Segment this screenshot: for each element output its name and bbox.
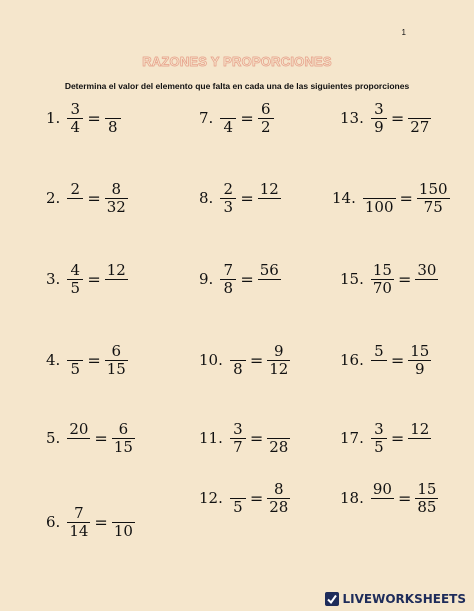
denominator: 12	[269, 360, 289, 378]
problem-number: 11.	[199, 429, 223, 447]
denominator: 28	[269, 438, 289, 456]
right-fraction	[258, 101, 274, 136]
problem-7	[199, 101, 274, 136]
numerator	[226, 101, 230, 118]
numerator: 56	[259, 261, 279, 279]
equals-sign: =	[240, 108, 254, 128]
denominator: 5	[374, 438, 384, 456]
worksheet-title: RAZONES Y PROPORCIONES	[142, 54, 332, 69]
numerator	[418, 101, 422, 118]
left-fraction	[230, 343, 246, 378]
left-fraction	[371, 421, 387, 456]
problem-16	[340, 343, 431, 378]
equals-sign: =	[87, 350, 101, 370]
numerator	[377, 181, 381, 198]
problem-14	[332, 181, 450, 216]
denominator	[77, 439, 81, 456]
left-fraction	[371, 262, 394, 297]
denominator: 8	[233, 360, 243, 378]
numerator: 9	[274, 342, 284, 360]
numerator: 150	[418, 180, 448, 198]
equals-sign: =	[397, 269, 412, 289]
problem-12	[199, 481, 290, 516]
denominator: 85	[417, 498, 437, 516]
problem-number: 9.	[199, 270, 214, 288]
left-fraction	[220, 181, 236, 216]
denominator: 70	[372, 279, 392, 297]
right-fraction	[408, 421, 431, 456]
problem-5	[46, 421, 135, 456]
numerator	[121, 505, 125, 522]
denominator: 5	[233, 498, 243, 516]
problem-6	[46, 505, 135, 540]
right-fraction	[112, 505, 135, 540]
right-fraction	[258, 181, 281, 216]
problem-2	[46, 181, 128, 216]
left-fraction	[67, 343, 83, 378]
problem-number: 14.	[332, 189, 356, 207]
left-fraction	[371, 343, 387, 378]
denominator	[425, 280, 429, 297]
right-fraction	[105, 101, 121, 136]
denominator: 28	[269, 498, 289, 516]
denominator: 100	[364, 198, 394, 216]
denominator: 5	[70, 360, 81, 378]
equals-sign: =	[87, 108, 101, 128]
numerator: 15	[417, 480, 437, 498]
denominator: 2	[260, 118, 271, 136]
right-fraction	[267, 481, 290, 516]
equals-sign: =	[397, 488, 412, 508]
problem-number: 12.	[199, 489, 223, 507]
numerator: 2	[70, 180, 81, 198]
equals-sign: =	[87, 188, 101, 208]
right-fraction	[408, 343, 431, 378]
numerator	[236, 481, 240, 498]
instructions: Determina el valor del elemento que falta en cada una de las siguientes proporciones	[64, 81, 410, 91]
equals-sign: =	[249, 350, 264, 370]
numerator	[277, 421, 281, 438]
numerator: 12	[106, 261, 126, 279]
equals-sign: =	[399, 188, 413, 208]
denominator: 27	[410, 118, 430, 136]
numerator: 3	[374, 420, 384, 438]
left-fraction	[67, 421, 90, 456]
numerator: 6	[260, 100, 271, 118]
right-fraction	[417, 181, 450, 216]
left-fraction	[230, 421, 246, 456]
equals-sign: =	[249, 488, 264, 508]
denominator: 14	[69, 522, 89, 540]
denominator	[418, 439, 422, 456]
denominator: 5	[70, 279, 81, 297]
denominator	[267, 199, 271, 216]
numerator: 8	[111, 180, 122, 198]
numerator: 3	[233, 420, 243, 438]
denominator	[377, 361, 381, 378]
denominator: 9	[415, 360, 425, 378]
equals-sign: =	[240, 269, 254, 289]
denominator	[73, 199, 77, 216]
equals-sign: =	[94, 428, 108, 448]
brand-label: LIVEWORKSHEETS	[342, 592, 466, 606]
right-fraction	[415, 262, 438, 297]
problem-17	[340, 421, 431, 456]
numerator: 7	[223, 261, 234, 279]
equals-sign: =	[390, 108, 405, 128]
problem-18	[340, 481, 438, 516]
denominator: 32	[106, 198, 126, 216]
numerator: 90	[372, 480, 392, 498]
denominator: 15	[113, 438, 133, 456]
right-fraction	[105, 181, 128, 216]
problem-number: 4.	[46, 351, 61, 369]
left-fraction	[220, 262, 236, 297]
problem-number: 2.	[46, 189, 61, 207]
problem-number: 3.	[46, 270, 61, 288]
numerator: 4	[70, 261, 81, 279]
left-fraction	[371, 101, 387, 136]
problem-number: 16.	[340, 351, 364, 369]
denominator: 7	[233, 438, 243, 456]
right-fraction	[105, 343, 128, 378]
denominator: 9	[374, 118, 384, 136]
numerator: 7	[74, 504, 84, 522]
left-fraction	[230, 481, 246, 516]
problem-number: 6.	[46, 513, 61, 531]
equals-sign: =	[390, 428, 405, 448]
denominator: 4	[223, 118, 234, 136]
numerator: 12	[410, 420, 430, 438]
left-fraction	[363, 181, 396, 216]
numerator: 30	[417, 261, 437, 279]
denominator: 8	[223, 279, 234, 297]
liveworksheets-brand[interactable]	[324, 591, 466, 607]
numerator: 6	[111, 342, 122, 360]
left-fraction	[67, 262, 83, 297]
problem-number: 13.	[340, 109, 364, 127]
problem-number: 7.	[199, 109, 214, 127]
right-fraction	[267, 421, 290, 456]
problem-11	[199, 421, 290, 456]
numerator: 3	[70, 100, 81, 118]
denominator: 10	[113, 522, 133, 540]
problem-10	[199, 343, 290, 378]
problem-number: 18.	[340, 489, 364, 507]
numerator	[73, 343, 77, 360]
left-fraction	[67, 505, 90, 540]
right-fraction	[408, 101, 431, 136]
problem-4	[46, 343, 128, 378]
denominator	[380, 499, 384, 516]
left-fraction	[67, 181, 83, 216]
equals-sign: =	[390, 350, 405, 370]
numerator	[111, 101, 115, 118]
right-fraction	[415, 481, 438, 516]
numerator: 20	[69, 420, 89, 438]
numerator: 8	[274, 480, 284, 498]
right-fraction	[267, 343, 290, 378]
denominator: 3	[223, 198, 234, 216]
left-fraction	[371, 481, 394, 516]
equals-sign: =	[94, 512, 108, 532]
page-number: 1	[401, 28, 406, 37]
problem-1	[46, 101, 121, 136]
problem-13	[340, 101, 431, 136]
denominator: 15	[106, 360, 126, 378]
problem-number: 5.	[46, 429, 61, 447]
footer	[0, 587, 474, 611]
problem-number: 8.	[199, 189, 214, 207]
equals-sign: =	[240, 188, 254, 208]
denominator	[114, 280, 118, 297]
problem-15	[340, 262, 438, 297]
denominator: 4	[70, 118, 81, 136]
problem-9	[199, 262, 281, 297]
right-fraction	[112, 421, 135, 456]
equals-sign: =	[87, 269, 101, 289]
numerator: 15	[410, 342, 430, 360]
liveworksheets-logo-icon	[324, 591, 340, 607]
numerator: 15	[372, 261, 392, 279]
denominator: 75	[423, 198, 443, 216]
equals-sign: =	[249, 428, 264, 448]
problem-number: 15.	[340, 270, 364, 288]
numerator	[236, 343, 240, 360]
problem-number: 17.	[340, 429, 364, 447]
problem-3	[46, 262, 128, 297]
right-fraction	[105, 262, 128, 297]
denominator: 8	[107, 118, 118, 136]
denominator	[267, 280, 271, 297]
left-fraction	[220, 101, 236, 136]
problem-number: 1.	[46, 109, 61, 127]
right-fraction	[258, 262, 281, 297]
numerator: 3	[374, 100, 384, 118]
numerator: 6	[118, 420, 129, 438]
problem-8	[199, 181, 281, 216]
numerator: 5	[374, 342, 384, 360]
numerator: 2	[223, 180, 234, 198]
left-fraction	[67, 101, 83, 136]
problem-number: 10.	[199, 351, 223, 369]
numerator: 12	[259, 180, 279, 198]
